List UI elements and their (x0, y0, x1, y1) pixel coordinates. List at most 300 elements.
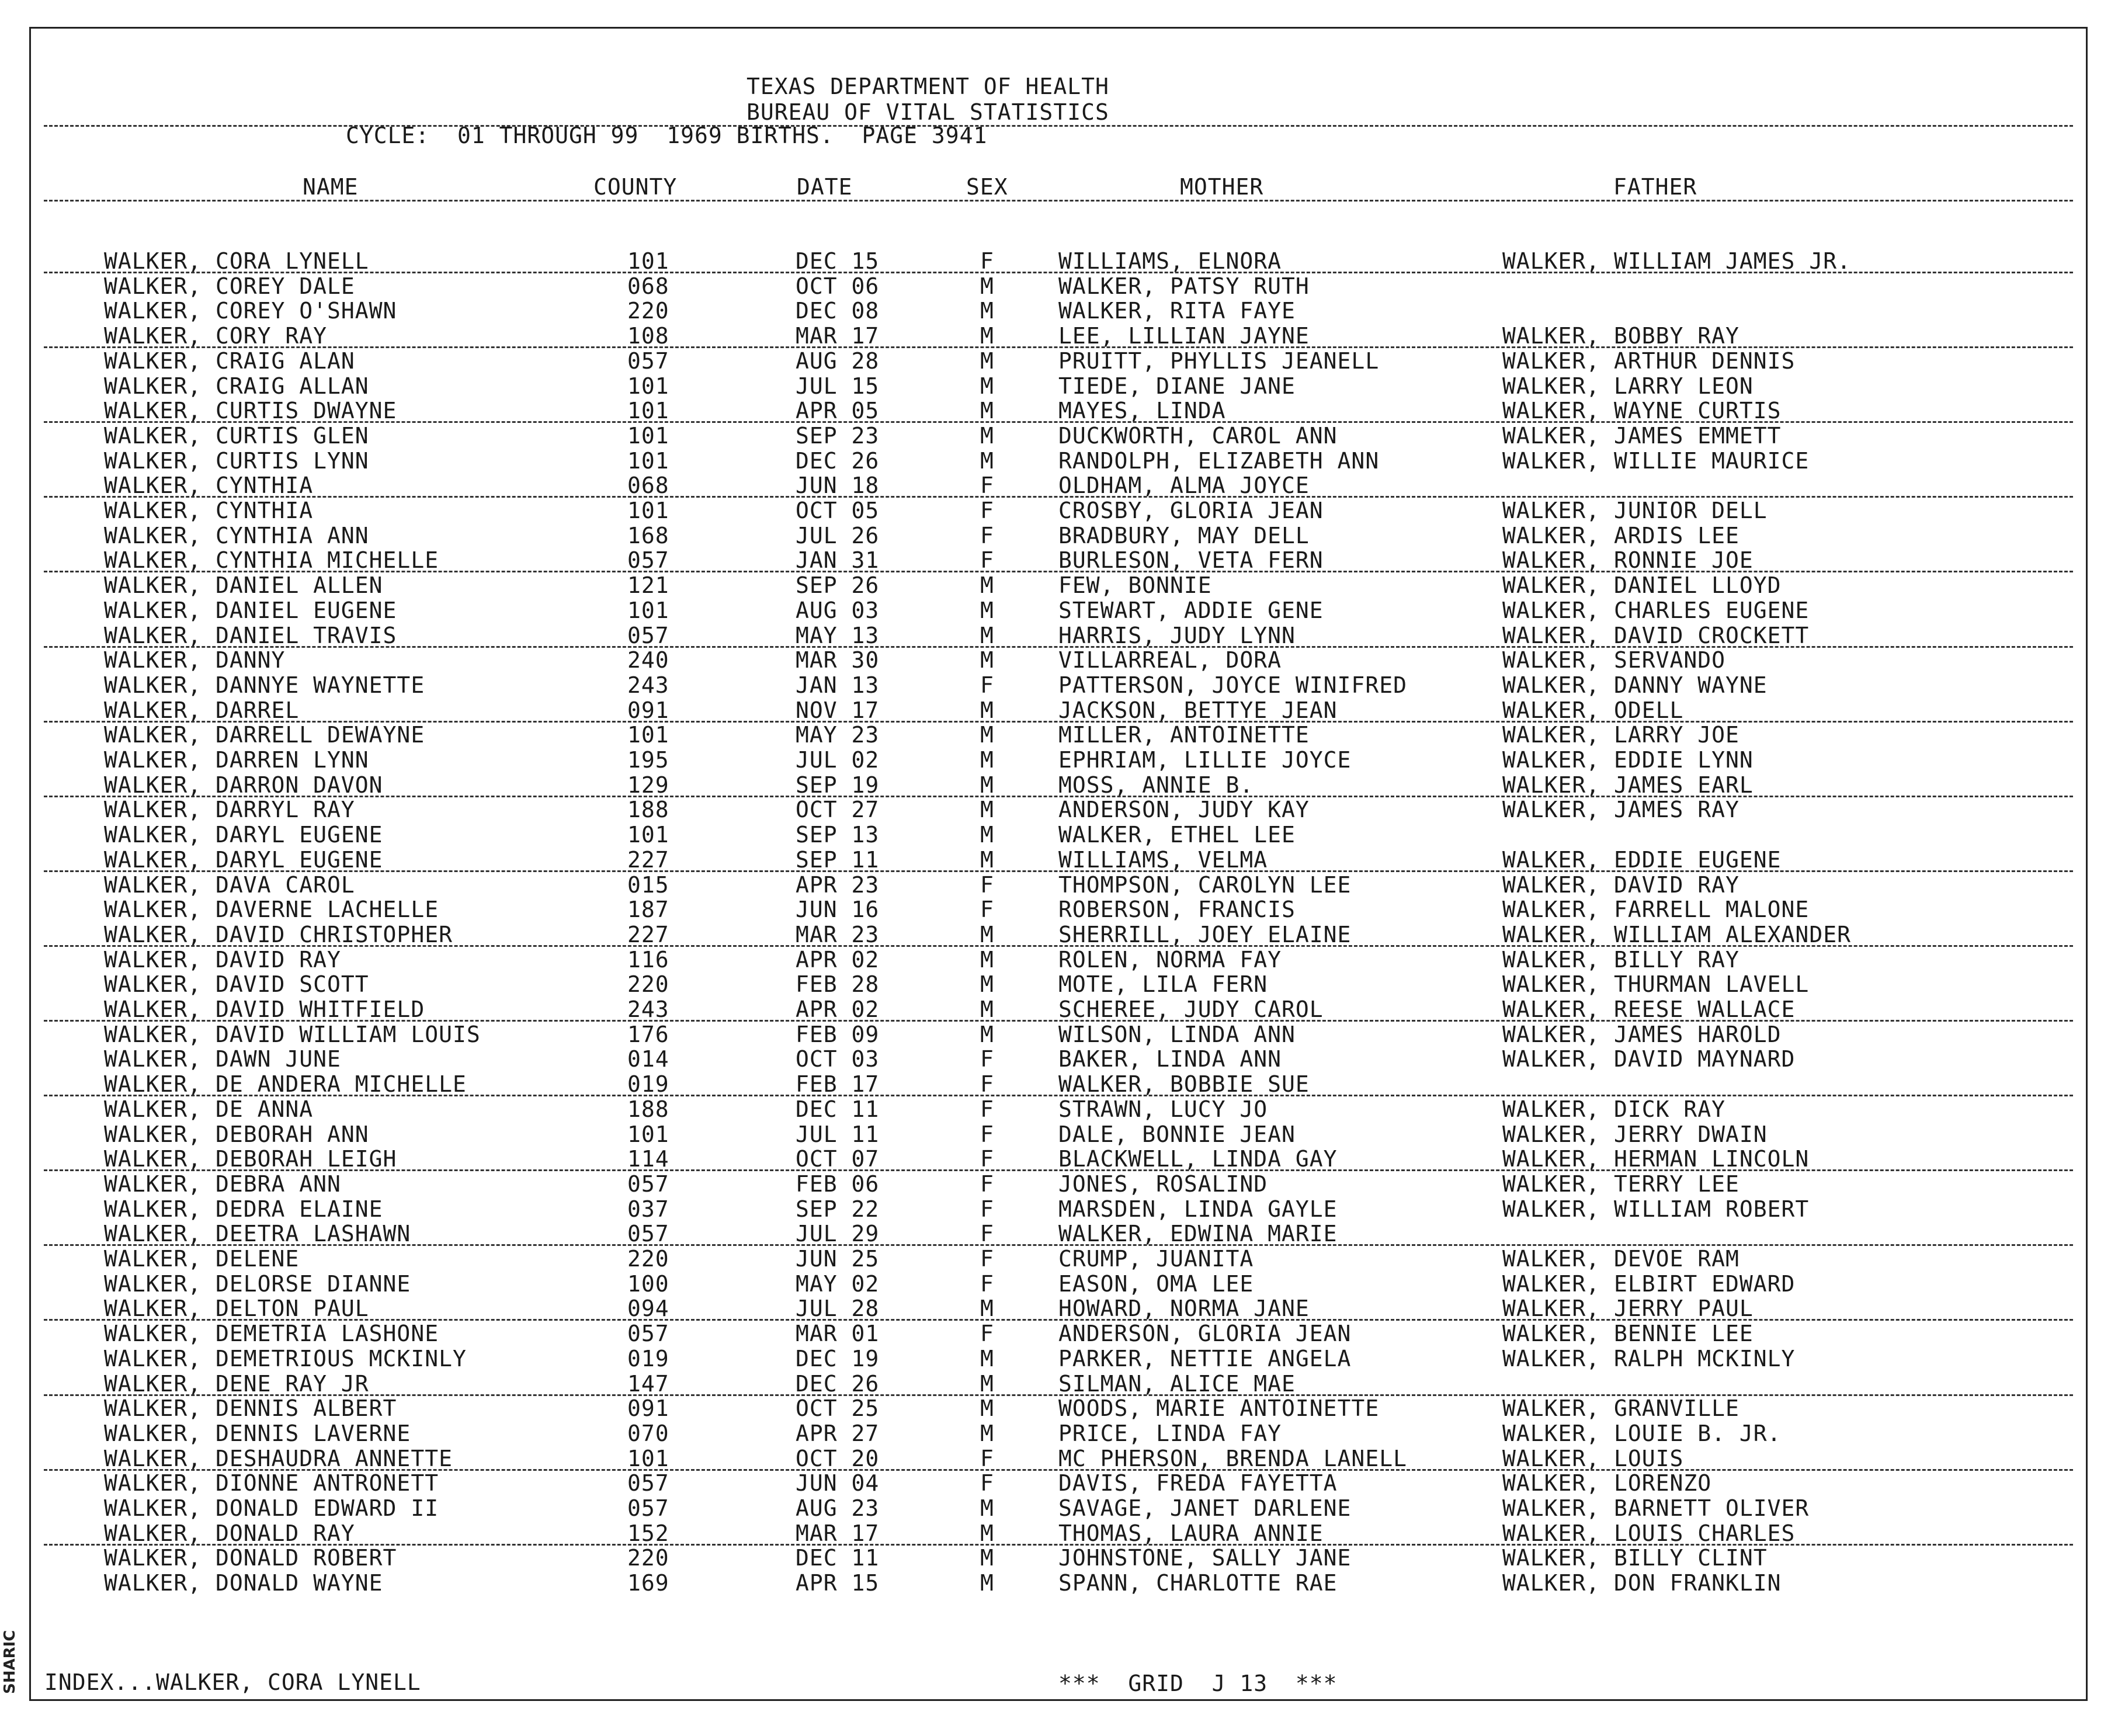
row-date: JUN 18 (796, 473, 880, 498)
row-name: WALKER, DEDRA ELAINE (104, 1196, 383, 1222)
row-mother: TIEDE, DIANE JANE (1058, 373, 1296, 399)
row-sex: M (980, 1545, 994, 1571)
row-mother: VILLARREAL, DORA (1058, 647, 1282, 673)
row-name: WALKER, DANIEL EUGENE (104, 598, 397, 623)
row-mother: WALKER, ETHEL LEE (1058, 822, 1296, 848)
row-name: WALKER, CURTIS GLEN (104, 423, 369, 449)
row-mother: WALKER, RITA FAYE (1058, 298, 1296, 324)
row-father: WALKER, ARDIS LEE (1502, 523, 1739, 548)
row-father: WALKER, WILLIE MAURICE (1502, 448, 1810, 474)
row-county: 101 (627, 398, 669, 423)
row-date: SEP 23 (796, 423, 880, 449)
row-father: WALKER, DANNY WAYNE (1502, 672, 1768, 698)
row-date: DEC 15 (796, 248, 880, 274)
row-father: WALKER, WILLIAM ALEXANDER (1502, 922, 1851, 947)
row-sex: F (980, 1071, 994, 1097)
row-father: WALKER, CHARLES EUGENE (1502, 598, 1810, 623)
row-county: 220 (627, 1246, 669, 1272)
row-county: 101 (627, 1446, 669, 1471)
row-date: OCT 25 (796, 1395, 880, 1421)
row-mother: OLDHAM, ALMA JOYCE (1058, 473, 1310, 498)
row-name: WALKER, DENE RAY JR (104, 1371, 369, 1397)
row-mother: PATTERSON, JOYCE WINIFRED (1058, 672, 1407, 698)
row-father: WALKER, FARRELL MALONE (1502, 897, 1810, 922)
row-county: 101 (627, 373, 669, 399)
row-father: WALKER, JAMES HAROLD (1502, 1022, 1782, 1047)
row-name: WALKER, DARYL EUGENE (104, 847, 383, 873)
row-mother: SPANN, CHARLOTTE RAE (1058, 1570, 1338, 1596)
row-father: WALKER, LOUIS (1502, 1446, 1684, 1471)
row-father: WALKER, DON FRANKLIN (1502, 1570, 1782, 1596)
row-father: WALKER, SERVANDO (1502, 647, 1726, 673)
row-sex: F (980, 672, 994, 698)
row-date: JUL 26 (796, 523, 880, 548)
row-date: JUL 28 (796, 1296, 880, 1321)
row-name: WALKER, DARREN LYNN (104, 747, 369, 773)
row-date: DEC 11 (796, 1545, 880, 1571)
row-father: WALKER, JAMES EARL (1502, 772, 1754, 798)
row-mother: ANDERSON, JUDY KAY (1058, 797, 1310, 822)
row-sex: F (980, 872, 994, 898)
row-date: APR 27 (796, 1421, 880, 1446)
row-name: WALKER, DE ANNA (104, 1096, 314, 1122)
row-father: WALKER, ODELL (1502, 697, 1684, 723)
row-name: WALKER, DARYL EUGENE (104, 822, 383, 848)
row-date: MAR 23 (796, 922, 880, 947)
row-county: 101 (627, 1122, 669, 1147)
row-county: 101 (627, 423, 669, 449)
row-father: WALKER, DANIEL LLOYD (1502, 572, 1782, 598)
row-father: WALKER, JERRY DWAIN (1502, 1122, 1768, 1147)
row-sex: M (980, 298, 994, 324)
row-sex: F (980, 473, 994, 498)
row-father: WALKER, EDDIE LYNN (1502, 747, 1754, 773)
row-mother: MC PHERSON, BRENDA LANELL (1058, 1446, 1407, 1471)
row-date: SEP 11 (796, 847, 880, 873)
row-sex: M (980, 1395, 994, 1421)
row-date: DEC 19 (796, 1346, 880, 1372)
row-name: WALKER, DANIEL ALLEN (104, 572, 383, 598)
row-father: WALKER, BARNETT OLIVER (1502, 1495, 1810, 1521)
row-sex: M (980, 722, 994, 748)
row-sex: M (980, 971, 994, 997)
row-father: WALKER, GRANVILLE (1502, 1395, 1739, 1421)
row-sex: F (980, 1470, 994, 1496)
row-father: WALKER, LARRY LEON (1502, 373, 1754, 399)
row-date: JUN 04 (796, 1470, 880, 1496)
row-mother: FEW, BONNIE (1058, 572, 1212, 598)
row-mother: WALKER, BOBBIE SUE (1058, 1071, 1310, 1097)
row-county: 243 (627, 672, 669, 698)
row-date: DEC 11 (796, 1096, 880, 1122)
row-county: 019 (627, 1346, 669, 1372)
row-county: 101 (627, 722, 669, 748)
row-mother: WILLIAMS, ELNORA (1058, 248, 1282, 274)
row-date: NOV 17 (796, 697, 880, 723)
row-mother: MARSDEN, LINDA GAYLE (1058, 1196, 1338, 1222)
row-county: 091 (627, 697, 669, 723)
row-county: 152 (627, 1520, 669, 1546)
row-date: AUG 03 (796, 598, 880, 623)
column-header-rule (44, 200, 2073, 202)
row-county: 195 (627, 747, 669, 773)
row-sex: M (980, 847, 994, 873)
row-county: 240 (627, 647, 669, 673)
row-date: AUG 28 (796, 348, 880, 374)
row-mother: WOODS, MARIE ANTOINETTE (1058, 1395, 1380, 1421)
row-sex: F (980, 1271, 994, 1297)
row-county: 121 (627, 572, 669, 598)
row-sex: F (980, 498, 994, 523)
row-mother: THOMAS, LAURA ANNIE (1058, 1520, 1324, 1546)
row-date: AUG 23 (796, 1495, 880, 1521)
row-date: OCT 27 (796, 797, 880, 822)
row-county: 108 (627, 323, 669, 349)
column-header-date: DATE (797, 174, 853, 200)
row-county: 057 (627, 623, 669, 648)
row-name: WALKER, DAVID WHITFIELD (104, 997, 425, 1022)
row-county: 057 (627, 547, 669, 573)
row-mother: DAVIS, FREDA FAYETTA (1058, 1470, 1338, 1496)
row-father: WALKER, EDDIE EUGENE (1502, 847, 1782, 873)
row-name: WALKER, DAWN JUNE (104, 1046, 341, 1072)
row-name: WALKER, COREY DALE (104, 273, 355, 299)
row-name: WALKER, DEBORAH LEIGH (104, 1146, 397, 1172)
row-date: APR 02 (796, 997, 880, 1022)
row-name: WALKER, DARRYL RAY (104, 797, 355, 822)
row-county: 227 (627, 922, 669, 947)
row-mother: SHERRILL, JOEY ELAINE (1058, 922, 1352, 947)
row-date: OCT 05 (796, 498, 880, 523)
row-date: JAN 31 (796, 547, 880, 573)
row-date: OCT 03 (796, 1046, 880, 1072)
row-name: WALKER, DENNIS LAVERNE (104, 1421, 411, 1446)
row-mother: WILLIAMS, VELMA (1058, 847, 1268, 873)
row-date: FEB 17 (796, 1071, 880, 1097)
row-sex: F (980, 547, 994, 573)
row-father: WALKER, JERRY PAUL (1502, 1296, 1754, 1321)
footer-index: INDEX...WALKER, CORA LYNELL (44, 1669, 421, 1695)
row-mother: CRUMP, JUANITA (1058, 1246, 1254, 1272)
row-county: 101 (627, 822, 669, 848)
row-date: APR 23 (796, 872, 880, 898)
row-mother: MOTE, LILA FERN (1058, 971, 1268, 997)
row-county: 094 (627, 1296, 669, 1321)
row-father: WALKER, DEVOE RAM (1502, 1246, 1739, 1272)
row-mother: BLACKWELL, LINDA GAY (1058, 1146, 1338, 1172)
row-sex: M (980, 797, 994, 822)
row-county: 057 (627, 1321, 669, 1346)
row-name: WALKER, DAVID RAY (104, 947, 341, 973)
row-county: 057 (627, 1221, 669, 1247)
row-name: WALKER, DONALD EDWARD II (104, 1495, 439, 1521)
row-county: 220 (627, 1545, 669, 1571)
row-name: WALKER, DELTON PAUL (104, 1296, 369, 1321)
column-header-mother: MOTHER (1180, 174, 1264, 200)
row-name: WALKER, DONALD WAYNE (104, 1570, 383, 1596)
row-county: 070 (627, 1421, 669, 1446)
row-date: OCT 07 (796, 1146, 880, 1172)
row-name: WALKER, CURTIS LYNN (104, 448, 369, 474)
row-county: 188 (627, 797, 669, 822)
cycle-line: CYCLE: 01 THROUGH 99 1969 BIRTHS. PAGE 3941 (346, 123, 988, 148)
row-sex: M (980, 273, 994, 299)
row-father: WALKER, RALPH MCKINLY (1502, 1346, 1796, 1372)
row-father: WALKER, DAVID RAY (1502, 872, 1739, 898)
header-line-2: BUREAU OF VITAL STATISTICS (746, 99, 1109, 125)
row-mother: DALE, BONNIE JEAN (1058, 1122, 1296, 1147)
row-date: FEB 28 (796, 971, 880, 997)
row-county: 129 (627, 772, 669, 798)
row-date: MAR 17 (796, 323, 880, 349)
row-county: 101 (627, 248, 669, 274)
row-name: WALKER, DEMETRIA LASHONE (104, 1321, 439, 1346)
row-county: 243 (627, 997, 669, 1022)
row-sex: F (980, 1446, 994, 1471)
row-date: DEC 08 (796, 298, 880, 324)
row-father: WALKER, JAMES EMMETT (1502, 423, 1782, 449)
row-name: WALKER, DAVID CHRISTOPHER (104, 922, 453, 947)
row-name: WALKER, DEBRA ANN (104, 1171, 341, 1197)
row-sex: M (980, 1421, 994, 1446)
row-father: WALKER, WILLIAM JAMES JR. (1502, 248, 1851, 274)
row-name: WALKER, DE ANDERA MICHELLE (104, 1071, 467, 1097)
row-sex: M (980, 1371, 994, 1397)
row-sex: F (980, 523, 994, 548)
row-father: WALKER, BILLY RAY (1502, 947, 1739, 973)
row-father: WALKER, JUNIOR DELL (1502, 498, 1768, 523)
row-mother: MILLER, ANTOINETTE (1058, 722, 1310, 748)
row-date: JUN 25 (796, 1246, 880, 1272)
row-date: OCT 06 (796, 273, 880, 299)
row-county: 014 (627, 1046, 669, 1072)
row-name: WALKER, CORY RAY (104, 323, 328, 349)
row-name: WALKER, DIONNE ANTRONETT (104, 1470, 439, 1496)
row-date: JUL 29 (796, 1221, 880, 1247)
side-mark: SHARIC (1, 1630, 19, 1694)
row-sex: M (980, 747, 994, 773)
row-sex: M (980, 1346, 994, 1372)
row-father: WALKER, ELBIRT EDWARD (1502, 1271, 1796, 1297)
row-date: SEP 22 (796, 1196, 880, 1222)
row-sex: M (980, 922, 994, 947)
row-sex: F (980, 1146, 994, 1172)
row-sex: F (980, 1171, 994, 1197)
row-sex: M (980, 348, 994, 374)
row-date: FEB 06 (796, 1171, 880, 1197)
row-date: MAR 30 (796, 647, 880, 673)
row-name: WALKER, DAVA CAROL (104, 872, 355, 898)
row-county: 057 (627, 1171, 669, 1197)
row-name: WALKER, CORA LYNELL (104, 248, 369, 274)
row-name: WALKER, DARRELL DEWAYNE (104, 722, 425, 748)
row-sex: M (980, 1520, 994, 1546)
row-mother: DUCKWORTH, CAROL ANN (1058, 423, 1338, 449)
row-name: WALKER, DAVERNE LACHELLE (104, 897, 439, 922)
row-mother: JONES, ROSALIND (1058, 1171, 1268, 1197)
row-county: 188 (627, 1096, 669, 1122)
row-date: MAY 02 (796, 1271, 880, 1297)
row-date: MAY 23 (796, 722, 880, 748)
row-mother: ROLEN, NORMA FAY (1058, 947, 1282, 973)
row-mother: JACKSON, BETTYE JEAN (1058, 697, 1338, 723)
row-name: WALKER, DARRON DAVON (104, 772, 383, 798)
row-mother: BURLESON, VETA FERN (1058, 547, 1324, 573)
row-sex: M (980, 398, 994, 423)
row-county: 187 (627, 897, 669, 922)
row-mother: SILMAN, ALICE MAE (1058, 1371, 1296, 1397)
row-name: WALKER, CYNTHIA (104, 498, 314, 523)
row-county: 057 (627, 1495, 669, 1521)
row-sex: F (980, 248, 994, 274)
row-county: 019 (627, 1071, 669, 1097)
row-sex: M (980, 448, 994, 474)
row-sex: M (980, 623, 994, 648)
row-mother: THOMPSON, CAROLYN LEE (1058, 872, 1352, 898)
row-father: WALKER, THURMAN LAVELL (1502, 971, 1810, 997)
row-name: WALKER, DENNIS ALBERT (104, 1395, 397, 1421)
row-date: JUN 16 (796, 897, 880, 922)
row-sex: F (980, 1096, 994, 1122)
row-sex: F (980, 1321, 994, 1346)
row-county: 116 (627, 947, 669, 973)
row-mother: ANDERSON, GLORIA JEAN (1058, 1321, 1352, 1346)
row-sex: M (980, 1022, 994, 1047)
row-sex: M (980, 822, 994, 848)
column-header-sex: SEX (966, 174, 1008, 200)
row-father: WALKER, JAMES RAY (1502, 797, 1739, 822)
row-name: WALKER, DANNY (104, 647, 286, 673)
row-mother: STEWART, ADDIE GENE (1058, 598, 1324, 623)
row-date: JUL 15 (796, 373, 880, 399)
row-mother: MAYES, LINDA (1058, 398, 1226, 423)
row-name: WALKER, CYNTHIA ANN (104, 523, 369, 548)
row-father: WALKER, LOUIS CHARLES (1502, 1520, 1796, 1546)
row-date: MAY 13 (796, 623, 880, 648)
row-mother: HOWARD, NORMA JANE (1058, 1296, 1310, 1321)
row-date: APR 15 (796, 1570, 880, 1596)
row-mother: RANDOLPH, ELIZABETH ANN (1058, 448, 1380, 474)
row-sex: M (980, 423, 994, 449)
row-name: WALKER, CURTIS DWAYNE (104, 398, 397, 423)
row-sex: F (980, 1196, 994, 1222)
row-date: DEC 26 (796, 1371, 880, 1397)
row-name: WALKER, DARREL (104, 697, 300, 723)
row-county: 168 (627, 523, 669, 548)
row-date: FEB 09 (796, 1022, 880, 1047)
row-county: 220 (627, 298, 669, 324)
row-county: 101 (627, 498, 669, 523)
row-date: JAN 13 (796, 672, 880, 698)
row-mother: SCHEREE, JUDY CAROL (1058, 997, 1324, 1022)
row-name: WALKER, CYNTHIA MICHELLE (104, 547, 439, 573)
row-father: WALKER, ARTHUR DENNIS (1502, 348, 1796, 374)
row-mother: EPHRIAM, LILLIE JOYCE (1058, 747, 1352, 773)
row-date: MAR 17 (796, 1520, 880, 1546)
row-mother: CROSBY, GLORIA JEAN (1058, 498, 1324, 523)
row-county: 068 (627, 273, 669, 299)
row-name: WALKER, CRAIG ALLAN (104, 373, 369, 399)
row-mother: SAVAGE, JANET DARLENE (1058, 1495, 1352, 1521)
row-county: 015 (627, 872, 669, 898)
row-name: WALKER, CRAIG ALAN (104, 348, 355, 374)
column-header-county: COUNTY (593, 174, 678, 200)
row-father: WALKER, BENNIE LEE (1502, 1321, 1754, 1346)
row-date: APR 05 (796, 398, 880, 423)
row-county: 227 (627, 847, 669, 873)
row-county: 101 (627, 598, 669, 623)
row-sex: F (980, 1246, 994, 1272)
row-mother: EASON, OMA LEE (1058, 1271, 1254, 1297)
row-name: WALKER, DAVID SCOTT (104, 971, 369, 997)
row-mother: WALKER, PATSY RUTH (1058, 273, 1310, 299)
row-date: JUL 11 (796, 1122, 880, 1147)
row-mother: HARRIS, JUDY LYNN (1058, 623, 1296, 648)
row-name: WALKER, DONALD ROBERT (104, 1545, 397, 1571)
row-father: WALKER, DAVID MAYNARD (1502, 1046, 1796, 1072)
row-name: WALKER, DEMETRIOUS MCKINLY (104, 1346, 467, 1372)
row-date: OCT 20 (796, 1446, 880, 1471)
row-date: DEC 26 (796, 448, 880, 474)
row-father: WALKER, LORENZO (1502, 1470, 1712, 1496)
row-county: 176 (627, 1022, 669, 1047)
row-name: WALKER, DEETRA LASHAWN (104, 1221, 411, 1247)
row-mother: PARKER, NETTIE ANGELA (1058, 1346, 1352, 1372)
row-father: WALKER, LARRY JOE (1502, 722, 1739, 748)
row-county: 057 (627, 348, 669, 374)
header-line-1: TEXAS DEPARTMENT OF HEALTH (746, 74, 1109, 99)
row-date: MAR 01 (796, 1321, 880, 1346)
row-name: WALKER, DEBORAH ANN (104, 1122, 369, 1147)
row-sex: F (980, 1122, 994, 1147)
row-mother: PRICE, LINDA FAY (1058, 1421, 1282, 1446)
row-mother: WALKER, EDWINA MARIE (1058, 1221, 1338, 1247)
column-header-father: FATHER (1613, 174, 1697, 200)
row-name: WALKER, DELENE (104, 1246, 300, 1272)
row-date: SEP 13 (796, 822, 880, 848)
row-sex: M (980, 323, 994, 349)
footer-grid: *** GRID J 13 *** (1058, 1671, 1338, 1696)
row-father: WALKER, LOUIE B. JR. (1502, 1421, 1782, 1446)
row-father: WALKER, REESE WALLACE (1502, 997, 1796, 1022)
row-sex: F (980, 897, 994, 922)
row-county: 091 (627, 1395, 669, 1421)
row-name: WALKER, DANIEL TRAVIS (104, 623, 397, 648)
row-date: APR 02 (796, 947, 880, 973)
row-father: WALKER, BOBBY RAY (1502, 323, 1739, 349)
row-sex: M (980, 1296, 994, 1321)
row-sex: M (980, 1495, 994, 1521)
row-name: WALKER, CYNTHIA (104, 473, 314, 498)
row-county: 037 (627, 1196, 669, 1222)
row-father: WALKER, TERRY LEE (1502, 1171, 1739, 1197)
row-father: WALKER, BILLY CLINT (1502, 1545, 1768, 1571)
row-name: WALKER, DANNYE WAYNETTE (104, 672, 425, 698)
row-county: 101 (627, 448, 669, 474)
row-sex: M (980, 697, 994, 723)
row-name: WALKER, COREY O'SHAWN (104, 298, 397, 324)
row-mother: BRADBURY, MAY DELL (1058, 523, 1310, 548)
row-mother: BAKER, LINDA ANN (1058, 1046, 1282, 1072)
row-name: WALKER, DAVID WILLIAM LOUIS (104, 1022, 481, 1047)
row-sex: F (980, 1046, 994, 1072)
row-sex: M (980, 647, 994, 673)
row-county: 147 (627, 1371, 669, 1397)
row-date: SEP 26 (796, 572, 880, 598)
row-father: WALKER, HERMAN LINCOLN (1502, 1146, 1810, 1172)
row-name: WALKER, DESHAUDRA ANNETTE (104, 1446, 453, 1471)
row-sex: M (980, 772, 994, 798)
